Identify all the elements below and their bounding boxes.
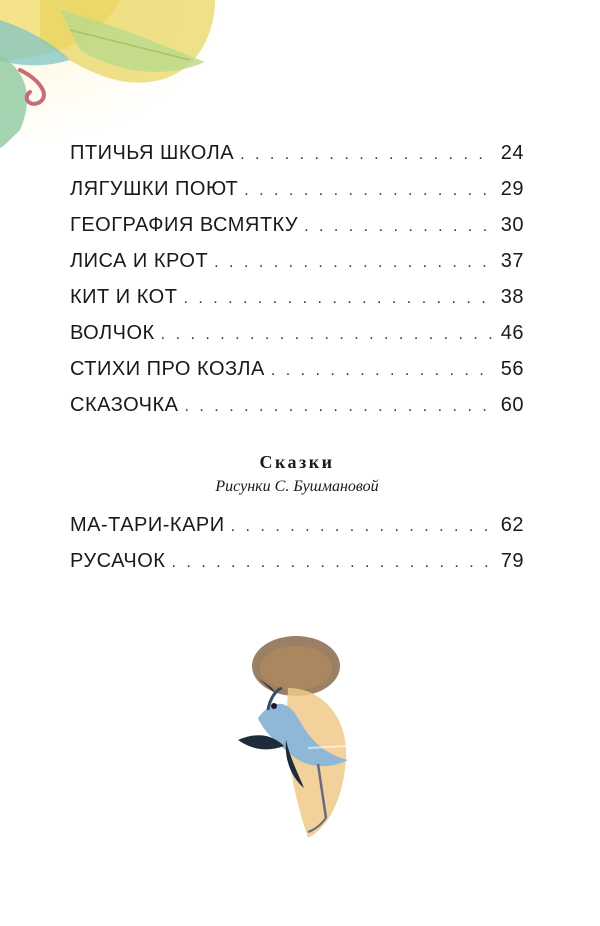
toc-dot-leader — [271, 362, 494, 380]
toc-dot-leader — [183, 290, 494, 308]
toc-dot-leader — [161, 326, 494, 344]
toc-entry-title: МА-ТАРИ-КАРИ — [70, 514, 225, 536]
toc-entry[interactable] — [70, 142, 524, 178]
toc-entry-page: 79 — [500, 550, 524, 572]
toc-dot-leader — [185, 398, 494, 416]
toc-entry-title: ПТИЧЬЯ ШКОЛА — [70, 142, 235, 164]
toc-entry[interactable] — [70, 322, 524, 358]
toc-dot-leader — [214, 254, 494, 272]
toc-entry-page: 60 — [500, 394, 524, 416]
toc-entry-page: 24 — [500, 142, 524, 164]
illustrator-credit: Рисунки С. Бушмановой — [215, 478, 379, 495]
toc-entry[interactable] — [70, 358, 524, 394]
toc-dot-leader — [244, 182, 494, 200]
section-heading — [70, 452, 524, 496]
table-of-contents-section — [70, 514, 524, 586]
bird-illustration — [228, 628, 368, 868]
toc-dot-leader — [304, 218, 494, 236]
toc-entry[interactable] — [70, 214, 524, 250]
toc-entry-title: КИТ И КОТ — [70, 286, 178, 308]
toc-entry[interactable] — [70, 394, 524, 430]
toc-entry-page: 56 — [500, 358, 524, 380]
table-of-contents — [70, 142, 524, 430]
toc-entry[interactable] — [70, 250, 524, 286]
leaf-illustration — [0, 0, 230, 150]
toc-entry[interactable] — [70, 178, 524, 214]
toc-entry[interactable] — [70, 514, 524, 550]
toc-dot-leader — [231, 518, 494, 536]
section-title: Сказки — [259, 452, 335, 472]
toc-entry[interactable] — [70, 286, 524, 322]
toc-entry-page: 37 — [500, 250, 524, 272]
toc-entry-page: 38 — [500, 286, 524, 308]
toc-entry-title: ЛИСА И КРОТ — [70, 250, 209, 272]
toc-entry-title: ГЕОГРАФИЯ ВСМЯТКУ — [70, 214, 299, 236]
toc-dot-leader — [240, 146, 494, 164]
toc-entry-title: ЛЯГУШКИ ПОЮТ — [70, 178, 239, 200]
toc-entry-page: 29 — [500, 178, 524, 200]
toc-entry-page: 30 — [500, 214, 524, 236]
toc-dot-leader — [171, 554, 494, 572]
toc-entry[interactable] — [70, 550, 524, 586]
toc-entry-title: ВОЛЧОК — [70, 322, 155, 344]
toc-entry-page: 62 — [500, 514, 524, 536]
toc-entry-title: СКАЗОЧКА — [70, 394, 179, 416]
toc-entry-title: РУСАЧОК — [70, 550, 166, 572]
toc-entry-page: 46 — [500, 322, 524, 344]
toc-entry-title: СТИХИ ПРО КОЗЛА — [70, 358, 265, 380]
